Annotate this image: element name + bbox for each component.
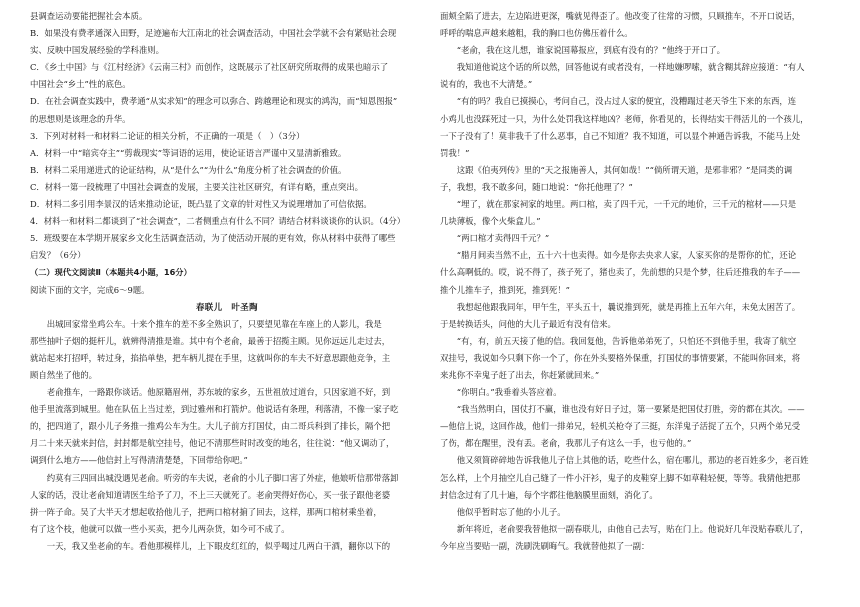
story-line: 出城回家常坐鸡公车。十来个推车的差不多全熟识了，只要望见靠在车座上的人影儿，我是 xyxy=(46,318,382,329)
story-line: “你明白。”我垂着头答应着。 xyxy=(456,387,562,398)
story-line: 来兆你不幸鬼子赶了出去，你赶紧就回来。” xyxy=(440,369,600,380)
question-4: 4．材料一和材料二都谈到了“社会调查”，二者侧重点有什么不同？请结合材料谈谈你的认识。（4分） xyxy=(30,216,406,227)
story-line: 什么高啊低的。哎，说不得了，孩子死了，猪也卖了，先前想的只是个梦，往后还推我的车子—— xyxy=(440,267,801,278)
question-5: 5．班级要在本学期开展家乡文化生活调查活动，为了使活动开展的更有效，你从材料中获得了哪些 xyxy=(30,233,396,244)
option-d-line: D．在社会调查实践中，费孝通“从实求知”的理念可以弥合、跨越理论和现实的鸿沟，而“知恩图报” xyxy=(30,96,398,107)
right-column xyxy=(440,8,838,555)
story-text-right xyxy=(440,8,838,555)
story-line: 我知道他说这个话的所以然，回答他说有或者没有，一样地嫌啰嗦，就含糊其辞应接道：“有人 xyxy=(456,62,805,73)
story-line: “埋了，就在那家祠家的地里。两口棺，卖了四千元，一千元的地价，三千元的棺材——只是 xyxy=(456,199,797,210)
story-line: 有了这个枝，他就可以做一些小买卖，把今儿两杂货，如今可不成了。 xyxy=(30,523,290,534)
story-line: “有的吗？我自已摸摸心，考问自己，没占过人家的便宜，没糟蹋过老天爷生下来的东西，连 xyxy=(456,96,797,107)
story-line: 面颊全陷了进去，左边陷进更深，嘴就见得歪了。他改变了往常的习惯，只顾推车，不开口说话， xyxy=(440,11,801,21)
story-line: 了伤，都在醒里，没有丢。老俞，我那儿子有这么一手，也亏他的。” xyxy=(440,438,692,449)
text-line: 的思想则是该理念的升华。 xyxy=(30,113,131,124)
story-line: 一天，我又坐老俞的车。看他那模样儿，上下眼皮红红的，似乎喝过几两白干酒，翻你以下的 xyxy=(46,540,391,551)
option-b-line: B．如果没有费孝通深入田野，足迹遍布大江南北的社会调查活动，中国社会学就不会有紧贴社会现 xyxy=(30,28,397,39)
story-title: 春联儿 叶圣陶 xyxy=(195,301,259,312)
story-line: 老俞推车，一路跟你谈话。他原籍眉州，苏东坡的家乡，五世祖放过道台，只因家道不好，到 xyxy=(46,387,391,398)
story-line: 约莫有三四回出城没遇见老俞。听旁的车夫说，老俞的小儿子脚口害了外症，他娘听信那带落卸 xyxy=(46,472,399,483)
questions-block xyxy=(30,8,424,264)
option-a-line: A．材料一中“暗宾夺主”“剪裁现实”等词语的运用，使论证语言严谨中又显清新雅致。 xyxy=(30,147,347,158)
story-line: 那些抽叶子烟的挺杆儿，就辨得清推是谁。其中有个老俞，最善于招揽主顾。见你远远儿走过去， xyxy=(30,335,391,346)
story-line: “老俞，我在这儿想，谁家说国幕报应，到底有没有的？”他终于开口了。 xyxy=(456,45,725,56)
left-column xyxy=(30,8,424,555)
story-line: 这跟《伯夷列传》里的“天之报施善人，其何如哉！”“倘所谓天道，是邪非邪？”是同类的调 xyxy=(456,164,793,175)
story-line: —他信上说，这回作战，他们一排弟兄，轻机关枪夺了三挺，东洋鬼子活捉了五个，只两个弟兄受 xyxy=(440,421,801,432)
story-line: 推个儿推车子，推到死，推到死！” xyxy=(440,284,570,295)
story-line: 顾自然坐了他的。 xyxy=(30,369,97,380)
question-3: 3．下列对材料一和材料二论证的相关分析，不正确的一项是（ ）（3分） xyxy=(30,130,305,141)
story-line: 调到什么地方——他信封上写得清清楚楚，下回带给你吧。” xyxy=(30,455,248,466)
story-line: 几块薄板，像个火柴盒儿。” xyxy=(440,216,541,227)
story-line: “腊月间卖当然不止，五十六十也卖得。如今是你去央求人家，人家买你的是帮你的忙，还论 xyxy=(456,250,797,261)
story-line: 就站起来打招呼，转过身，掐掐单垫，把车柄儿提在手里，这就叫你的车夫不好意思跟他竞争，主 xyxy=(30,352,391,363)
story-line: 他又须简碎碎地告诉我他儿子信上其他的话，吃些什么，宿在哪儿，那边的老百姓多少，老百姓 xyxy=(456,455,809,466)
option-c-line: C．材料一第一段梳理了中国社会调查的发展，主要关注社区研究，有详有略，重点突出。 xyxy=(30,181,364,192)
story-line: 的，把四道了，跟小儿子务推一推鸡公车为生。大儿子前方打国仗，由二哥兵科到了排长，隔个把 xyxy=(30,421,391,432)
story-line: 子，我想，我不敢多问，随口地说：“你托他理了？” xyxy=(440,181,633,192)
story-line: 一下子没有了！莫非我千了什么恶事，自己不知道？我不知道，可以显个神通告诉我，不能马上处 xyxy=(440,130,801,141)
reading-instruction: 阅读下面的文字，完成6～9题。 xyxy=(30,284,150,295)
text-line: 县调查运动要能把握社会本质。 xyxy=(30,11,148,21)
story-line: “两口棺才卖得四千元？” xyxy=(456,233,550,244)
story-line: 怎么样，上个月抽空儿自己缝了一件小汗衫，鬼子的皮鞋穿上脚不如草鞋轻便，等等。我猜他把那 xyxy=(440,472,801,483)
text-line: 启发？（6分） xyxy=(30,250,86,261)
story-line: 人家的话，没让老俞知道请医生给予了刀，不上三天就死了。老俞哭得好伤心，买一张子跟他老婆 xyxy=(30,489,391,500)
story-line: 罚我！” xyxy=(440,147,470,158)
text-line: 中国社会“乡土”性的底色。 xyxy=(30,79,131,90)
section-heading: （二）现代文阅读Ⅱ（本题共4小题，16分） xyxy=(30,267,192,278)
story-line: 他手里流落到城里。他在队伍上当过差，到过雅州和打箭炉。他说话有条理，利落清，不像一家子吃 xyxy=(30,404,399,415)
story-line: 呼呼的喘息声越来越粗，我的胸口也仿佛压着什么。 xyxy=(440,28,633,39)
story-line: 说有的，我也不大清楚。” xyxy=(440,79,533,90)
story-line: 今年应当要贴一副，洗刷洗刷晦气。我就替他拟了一副： xyxy=(440,540,650,551)
story-line: 月二十来天就来封信，封封都是航空挂号，他记不清那些时时改变的地名，往往说：“他又调动了， xyxy=(30,438,395,449)
story-line: 于是转换话头，问他的大儿子最近有没有信来。 xyxy=(440,318,616,329)
story-line: “有，有，前五天接了他的信。我回复他，告诉他弟弟死了，只怕还不到他手里，我寄了航空 xyxy=(456,335,797,346)
text-line: 实、反映中国发展经验的学科准则。 xyxy=(30,45,164,56)
story-line: 双挂号，我说如今只剩下你一个了，你在外头要格外保重，打国仗的事情要紧，不能叫你回来，将 xyxy=(440,352,801,363)
story-line: 小鸡儿也没踩死过一只，为什么处罚我这样地凶？老师，你看见的，长得结实干得活儿的一个孩儿， xyxy=(440,113,809,124)
story-line: 新年将近，老俞要我替他拟一副春联儿，由他自己去写，贴在门上。他说好几年没贴春联儿了， xyxy=(456,523,809,534)
story-line: 拼一阵子命。吴了大半天才想起收拾他儿子，把两口棺材掮了回去，这样，那两口棺材乘坐着， xyxy=(30,506,382,517)
story-line: “我当然明白，国仗打不赢，谁也没有好日子过，第一要紧是把国仗打胜，旁的都在其次。—— xyxy=(456,404,805,415)
story-line: 我想起他跟我同年，甲午生，平头五十，曩说推到死，就是再推上五年六年，未免太困苦了。 xyxy=(456,301,801,312)
option-d-line: D．材料二多引用李景汉的话来推动论证，既凸显了文章的针对性又为说理增加了可信依据。 xyxy=(30,199,372,210)
story-line: 封信念过有了几十遍，每个字都往他脑膜里面刻，消化了。 xyxy=(440,489,658,500)
story-line: 他似乎暂时忘了他的小儿子。 xyxy=(456,506,566,517)
option-b-line: B．材料二采用递进式的论证结构，从“是什么”“为什么”角度分析了社会调查的价值。 xyxy=(30,164,347,175)
option-c-line: C．《乡土中国》与《江村经济》《云南三村》而创作，这既展示了社区研究所取得的成果也暗示了 xyxy=(30,62,389,73)
story-text-left xyxy=(30,316,424,555)
